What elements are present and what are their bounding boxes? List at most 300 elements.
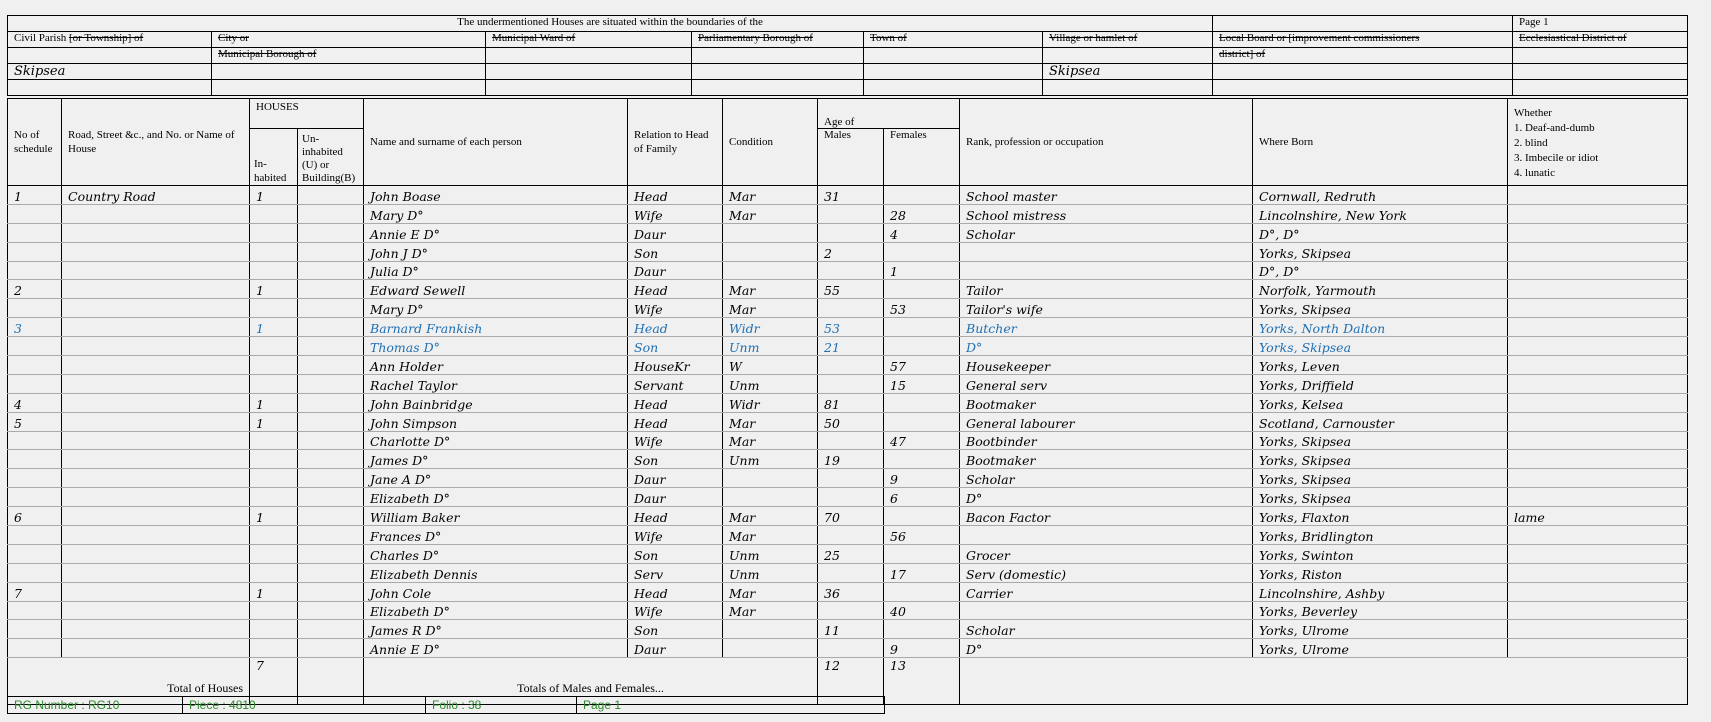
name-cell: Elizabeth D°	[364, 488, 628, 507]
local-board-label: Local Board or [improvement commissioners	[1213, 32, 1513, 48]
census-row	[8, 620, 1688, 639]
name-cell: Annie E D°	[364, 223, 628, 242]
source-reference	[7, 696, 885, 714]
schedule-cell	[8, 261, 62, 280]
whether-cell	[1508, 337, 1688, 356]
uninhabited-cell	[298, 526, 364, 545]
female-age-cell: 53	[884, 299, 960, 318]
schedule-cell: 2	[8, 280, 62, 299]
ecclesiastical-district-label: Ecclesiastical District of	[1513, 32, 1688, 48]
schedule-cell	[8, 356, 62, 375]
schedule-cell: 5	[8, 412, 62, 431]
occupation-cell: Bootbinder	[960, 431, 1253, 450]
road-cell	[62, 393, 250, 412]
female-age-cell	[884, 544, 960, 563]
occupation-cell: Bootmaker	[960, 393, 1253, 412]
whether-cell	[1508, 299, 1688, 318]
road-cell	[62, 450, 250, 469]
city-label: City or	[212, 32, 486, 48]
relation-cell: Head	[628, 412, 723, 431]
condition-cell	[723, 639, 818, 658]
inhabited-cell	[250, 356, 298, 375]
col-occupation: Rank, profession or occupation	[960, 99, 1253, 186]
occupation-cell: Bacon Factor	[960, 507, 1253, 526]
whether-cell	[1508, 393, 1688, 412]
female-age-cell: 4	[884, 223, 960, 242]
occupation-cell: Serv (domestic)	[960, 563, 1253, 582]
village-value: Skipsea	[1043, 64, 1213, 80]
census-row	[8, 469, 1688, 488]
birthplace-cell: Yorks, Riston	[1253, 563, 1508, 582]
uninhabited-cell	[298, 469, 364, 488]
female-age-cell	[884, 620, 960, 639]
uninhabited-cell	[298, 544, 364, 563]
condition-cell	[723, 261, 818, 280]
schedule-cell	[8, 450, 62, 469]
total-houses-value: 7	[250, 658, 298, 705]
schedule-cell	[8, 620, 62, 639]
female-age-cell: 40	[884, 601, 960, 620]
condition-cell: Unm	[723, 544, 818, 563]
col-road: Road, Street &c., and No. or Name of House	[62, 99, 250, 186]
inhabited-cell	[250, 261, 298, 280]
female-age-cell	[884, 337, 960, 356]
schedule-cell	[8, 526, 62, 545]
whether-cell	[1508, 242, 1688, 261]
occupation-cell	[960, 601, 1253, 620]
schedule-cell	[8, 563, 62, 582]
male-age-cell	[818, 431, 884, 450]
uninhabited-cell	[298, 393, 364, 412]
whether-option-3: 3. Imbecile or idiot	[1514, 152, 1599, 164]
condition-cell: Mar	[723, 204, 818, 223]
occupation-cell: Bootmaker	[960, 450, 1253, 469]
census-row	[8, 299, 1688, 318]
schedule-cell: 6	[8, 507, 62, 526]
condition-cell: Unm	[723, 337, 818, 356]
relation-cell: Head	[628, 280, 723, 299]
total-males: 12	[818, 658, 884, 705]
col-houses: HOUSES	[250, 99, 364, 129]
birthplace-cell: Yorks, Skipsea	[1253, 469, 1508, 488]
census-row	[8, 393, 1688, 412]
male-age-cell	[818, 639, 884, 658]
road-cell	[62, 582, 250, 601]
condition-cell	[723, 469, 818, 488]
road-cell	[62, 431, 250, 450]
condition-cell: W	[723, 356, 818, 375]
census-sheet	[7, 15, 1687, 705]
birthplace-cell: Yorks, Leven	[1253, 356, 1508, 375]
uninhabited-cell	[298, 261, 364, 280]
birthplace-cell: Yorks, Skipsea	[1253, 431, 1508, 450]
name-cell: John Simpson	[364, 412, 628, 431]
relation-cell: Daur	[628, 261, 723, 280]
relation-cell: Servant	[628, 374, 723, 393]
col-whether	[1508, 99, 1688, 186]
whether-cell	[1508, 582, 1688, 601]
schedule-cell	[8, 488, 62, 507]
col-females: Females	[884, 129, 960, 186]
road-cell	[62, 620, 250, 639]
road-cell	[62, 469, 250, 488]
road-cell: Country Road	[62, 186, 250, 205]
schedule-cell: 7	[8, 582, 62, 601]
schedule-cell	[8, 639, 62, 658]
whether-cell	[1508, 469, 1688, 488]
birthplace-cell: Yorks, Swinton	[1253, 544, 1508, 563]
occupation-cell: School mistress	[960, 204, 1253, 223]
census-row	[8, 526, 1688, 545]
whether-option-4: 4. lunatic	[1514, 167, 1555, 179]
name-cell: Frances D°	[364, 526, 628, 545]
condition-cell: Mar	[723, 526, 818, 545]
total-houses-label: Total of Houses	[8, 658, 250, 705]
relation-cell: Daur	[628, 639, 723, 658]
male-age-cell: 21	[818, 337, 884, 356]
whether-title: Whether	[1514, 107, 1552, 119]
occupation-cell: Scholar	[960, 620, 1253, 639]
census-row	[8, 488, 1688, 507]
civil-parish-label: Civil Parish [or Township] of	[8, 32, 212, 48]
col-name: Name and surname of each person	[364, 99, 628, 186]
relation-cell: Son	[628, 450, 723, 469]
road-cell	[62, 507, 250, 526]
condition-cell: Unm	[723, 450, 818, 469]
local-board-label-2: district] of	[1213, 48, 1513, 64]
male-age-cell: 19	[818, 450, 884, 469]
census-row	[8, 223, 1688, 242]
male-age-cell	[818, 223, 884, 242]
parliamentary-borough-label: Parliamentary Borough of	[692, 32, 864, 48]
relation-cell: Head	[628, 318, 723, 337]
inhabited-cell	[250, 374, 298, 393]
occupation-cell: Housekeeper	[960, 356, 1253, 375]
relation-cell: Serv	[628, 563, 723, 582]
inhabited-cell: 1	[250, 507, 298, 526]
birthplace-cell: Yorks, Skipsea	[1253, 450, 1508, 469]
relation-cell: Daur	[628, 469, 723, 488]
occupation-cell: Tailor's wife	[960, 299, 1253, 318]
birthplace-cell: Yorks, Ulrome	[1253, 620, 1508, 639]
schedule-cell	[8, 544, 62, 563]
relation-cell: Wife	[628, 204, 723, 223]
inhabited-cell	[250, 223, 298, 242]
female-age-cell: 6	[884, 488, 960, 507]
male-age-cell: 31	[818, 186, 884, 205]
page-ref: Page 1	[583, 698, 622, 712]
birthplace-cell: Scotland, Carnouster	[1253, 412, 1508, 431]
uninhabited-cell	[298, 186, 364, 205]
boundaries-header	[7, 15, 1688, 96]
female-age-cell: 15	[884, 374, 960, 393]
road-cell	[62, 223, 250, 242]
male-age-cell	[818, 374, 884, 393]
relation-cell: Son	[628, 544, 723, 563]
occupation-cell: Tailor	[960, 280, 1253, 299]
inhabited-cell	[250, 544, 298, 563]
whether-cell	[1508, 639, 1688, 658]
inhabited-cell: 1	[250, 582, 298, 601]
female-age-cell	[884, 393, 960, 412]
name-cell: John J D°	[364, 242, 628, 261]
road-cell	[62, 563, 250, 582]
road-cell	[62, 412, 250, 431]
relation-cell: Daur	[628, 488, 723, 507]
male-age-cell: 70	[818, 507, 884, 526]
road-cell	[62, 601, 250, 620]
inhabited-cell	[250, 469, 298, 488]
uninhabited-cell	[298, 204, 364, 223]
col-condition: Condition	[723, 99, 818, 186]
birthplace-cell: Yorks, Beverley	[1253, 601, 1508, 620]
male-age-cell: 36	[818, 582, 884, 601]
condition-cell	[723, 242, 818, 261]
birthplace-cell: Yorks, North Dalton	[1253, 318, 1508, 337]
occupation-cell: General labourer	[960, 412, 1253, 431]
birthplace-cell: Lincolnshire, Ashby	[1253, 582, 1508, 601]
col-inhabited: In-habited	[250, 129, 298, 186]
road-cell	[62, 261, 250, 280]
census-row	[8, 450, 1688, 469]
schedule-cell: 4	[8, 393, 62, 412]
boundaries-title: The undermentioned Houses are situated within the boundaries of the	[8, 16, 1213, 32]
uninhabited-cell	[298, 318, 364, 337]
whether-cell	[1508, 318, 1688, 337]
uninhabited-cell	[298, 563, 364, 582]
condition-cell: Unm	[723, 563, 818, 582]
census-row	[8, 242, 1688, 261]
name-cell: Thomas D°	[364, 337, 628, 356]
name-cell: Barnard Frankish	[364, 318, 628, 337]
male-age-cell	[818, 469, 884, 488]
name-cell: John Cole	[364, 582, 628, 601]
schedule-cell	[8, 337, 62, 356]
name-cell: Elizabeth Dennis	[364, 563, 628, 582]
census-table	[7, 98, 1688, 705]
uninhabited-cell	[298, 356, 364, 375]
schedule-cell	[8, 601, 62, 620]
road-cell	[62, 318, 250, 337]
inhabited-cell	[250, 526, 298, 545]
female-age-cell	[884, 280, 960, 299]
relation-cell: HouseKr	[628, 356, 723, 375]
whether-cell	[1508, 374, 1688, 393]
whether-cell	[1508, 544, 1688, 563]
whether-cell	[1508, 356, 1688, 375]
inhabited-cell: 1	[250, 186, 298, 205]
female-age-cell: 56	[884, 526, 960, 545]
female-age-cell	[884, 318, 960, 337]
occupation-cell: D°	[960, 488, 1253, 507]
road-cell	[62, 280, 250, 299]
name-cell: Annie E D°	[364, 639, 628, 658]
occupation-cell: Butcher	[960, 318, 1253, 337]
condition-cell	[723, 620, 818, 639]
uninhabited-cell	[298, 337, 364, 356]
occupation-cell	[960, 261, 1253, 280]
whether-cell	[1508, 620, 1688, 639]
census-row	[8, 337, 1688, 356]
schedule-cell	[8, 242, 62, 261]
schedule-cell	[8, 223, 62, 242]
road-cell	[62, 242, 250, 261]
male-age-cell	[818, 488, 884, 507]
condition-cell: Mar	[723, 601, 818, 620]
male-age-cell	[818, 261, 884, 280]
male-age-cell	[818, 356, 884, 375]
piece-number: Piece : 4810	[183, 697, 426, 713]
uninhabited-cell	[298, 223, 364, 242]
birthplace-cell: Norfolk, Yarmouth	[1253, 280, 1508, 299]
female-age-cell: 9	[884, 639, 960, 658]
male-age-cell: 53	[818, 318, 884, 337]
name-cell: Charles D°	[364, 544, 628, 563]
condition-cell: Mar	[723, 299, 818, 318]
whether-option-1: 1. Deaf-and-dumb	[1514, 122, 1595, 134]
col-uninhabited: Un-inhabited (U) or Building(B)	[298, 129, 364, 186]
whether-cell	[1508, 601, 1688, 620]
col-relation: Relation to Head of Family	[628, 99, 723, 186]
female-age-cell	[884, 242, 960, 261]
inhabited-cell	[250, 204, 298, 223]
relation-cell: Head	[628, 393, 723, 412]
total-females: 13	[884, 658, 960, 705]
birthplace-cell: Yorks, Skipsea	[1253, 299, 1508, 318]
whether-cell	[1508, 261, 1688, 280]
whether-cell	[1508, 450, 1688, 469]
name-cell: John Bainbridge	[364, 393, 628, 412]
whether-cell	[1508, 186, 1688, 205]
inhabited-cell	[250, 431, 298, 450]
name-cell: John Boase	[364, 186, 628, 205]
census-row	[8, 601, 1688, 620]
male-age-cell: 2	[818, 242, 884, 261]
condition-cell	[723, 223, 818, 242]
occupation-cell: Grocer	[960, 544, 1253, 563]
whether-cell	[1508, 280, 1688, 299]
relation-cell: Son	[628, 620, 723, 639]
whether-cell	[1508, 488, 1688, 507]
header-blank	[1213, 16, 1513, 32]
census-row	[8, 318, 1688, 337]
rg-number: RG Number : RG10	[8, 697, 183, 713]
relation-cell: Wife	[628, 299, 723, 318]
inhabited-cell: 1	[250, 318, 298, 337]
birthplace-cell: Cornwall, Redruth	[1253, 186, 1508, 205]
page-number: Page 1	[1513, 16, 1688, 32]
uninhabited-cell	[298, 242, 364, 261]
relation-cell: Head	[628, 582, 723, 601]
municipal-ward-label: Municipal Ward of	[486, 32, 692, 48]
col-schedule: No of schedule	[8, 99, 62, 186]
col-males: Males	[818, 129, 884, 186]
occupation-cell: D°	[960, 639, 1253, 658]
inhabited-cell: 1	[250, 280, 298, 299]
female-age-cell: 47	[884, 431, 960, 450]
census-row	[8, 261, 1688, 280]
inhabited-cell	[250, 488, 298, 507]
census-row	[8, 507, 1688, 526]
relation-cell: Son	[628, 337, 723, 356]
name-cell: Mary D°	[364, 204, 628, 223]
road-cell	[62, 356, 250, 375]
condition-cell: Mar	[723, 280, 818, 299]
inhabited-cell	[250, 620, 298, 639]
col-age: Age of	[818, 99, 960, 129]
census-row	[8, 563, 1688, 582]
inhabited-cell	[250, 242, 298, 261]
male-age-cell	[818, 204, 884, 223]
uninhabited-cell	[298, 601, 364, 620]
whether-cell	[1508, 526, 1688, 545]
folio-number: Folio : 38	[426, 697, 577, 713]
occupation-cell: General serv	[960, 374, 1253, 393]
male-age-cell: 81	[818, 393, 884, 412]
occupation-cell: School master	[960, 186, 1253, 205]
relation-cell: Wife	[628, 601, 723, 620]
census-row	[8, 582, 1688, 601]
occupation-cell	[960, 526, 1253, 545]
census-row	[8, 204, 1688, 223]
relation-cell: Head	[628, 507, 723, 526]
village-label: Village or hamlet of	[1043, 32, 1213, 48]
name-cell: Rachel Taylor	[364, 374, 628, 393]
total-persons-label: Totals of Males and Females...	[364, 658, 818, 705]
road-cell	[62, 374, 250, 393]
schedule-cell: 1	[8, 186, 62, 205]
uninhabited-cell	[298, 639, 364, 658]
road-cell	[62, 337, 250, 356]
civil-parish-value: Skipsea	[8, 64, 212, 80]
relation-cell: Son	[628, 242, 723, 261]
census-row	[8, 356, 1688, 375]
female-age-cell: 57	[884, 356, 960, 375]
birthplace-cell: Yorks, Skipsea	[1253, 488, 1508, 507]
female-age-cell	[884, 186, 960, 205]
schedule-cell	[8, 204, 62, 223]
condition-cell	[723, 488, 818, 507]
occupation-cell: Scholar	[960, 223, 1253, 242]
name-cell: James D°	[364, 450, 628, 469]
occupation-cell: D°	[960, 337, 1253, 356]
birthplace-cell: Yorks, Skipsea	[1253, 242, 1508, 261]
female-age-cell: 1	[884, 261, 960, 280]
relation-cell: Head	[628, 186, 723, 205]
uninhabited-cell	[298, 374, 364, 393]
census-row	[8, 544, 1688, 563]
name-cell: Edward Sewell	[364, 280, 628, 299]
whether-cell	[1508, 412, 1688, 431]
relation-cell: Daur	[628, 223, 723, 242]
male-age-cell	[818, 299, 884, 318]
name-cell: Jane A D°	[364, 469, 628, 488]
occupation-cell: Carrier	[960, 582, 1253, 601]
name-cell: William Baker	[364, 507, 628, 526]
female-age-cell: 17	[884, 563, 960, 582]
condition-cell: Mar	[723, 582, 818, 601]
condition-cell: Mar	[723, 431, 818, 450]
birthplace-cell: Lincolnshire, New York	[1253, 204, 1508, 223]
female-age-cell	[884, 412, 960, 431]
condition-cell: Unm	[723, 374, 818, 393]
name-cell: Julia D°	[364, 261, 628, 280]
census-row	[8, 186, 1688, 205]
birthplace-cell: Yorks, Driffield	[1253, 374, 1508, 393]
birthplace-cell: Yorks, Skipsea	[1253, 337, 1508, 356]
birthplace-cell: Yorks, Flaxton	[1253, 507, 1508, 526]
col-born: Where Born	[1253, 99, 1508, 186]
